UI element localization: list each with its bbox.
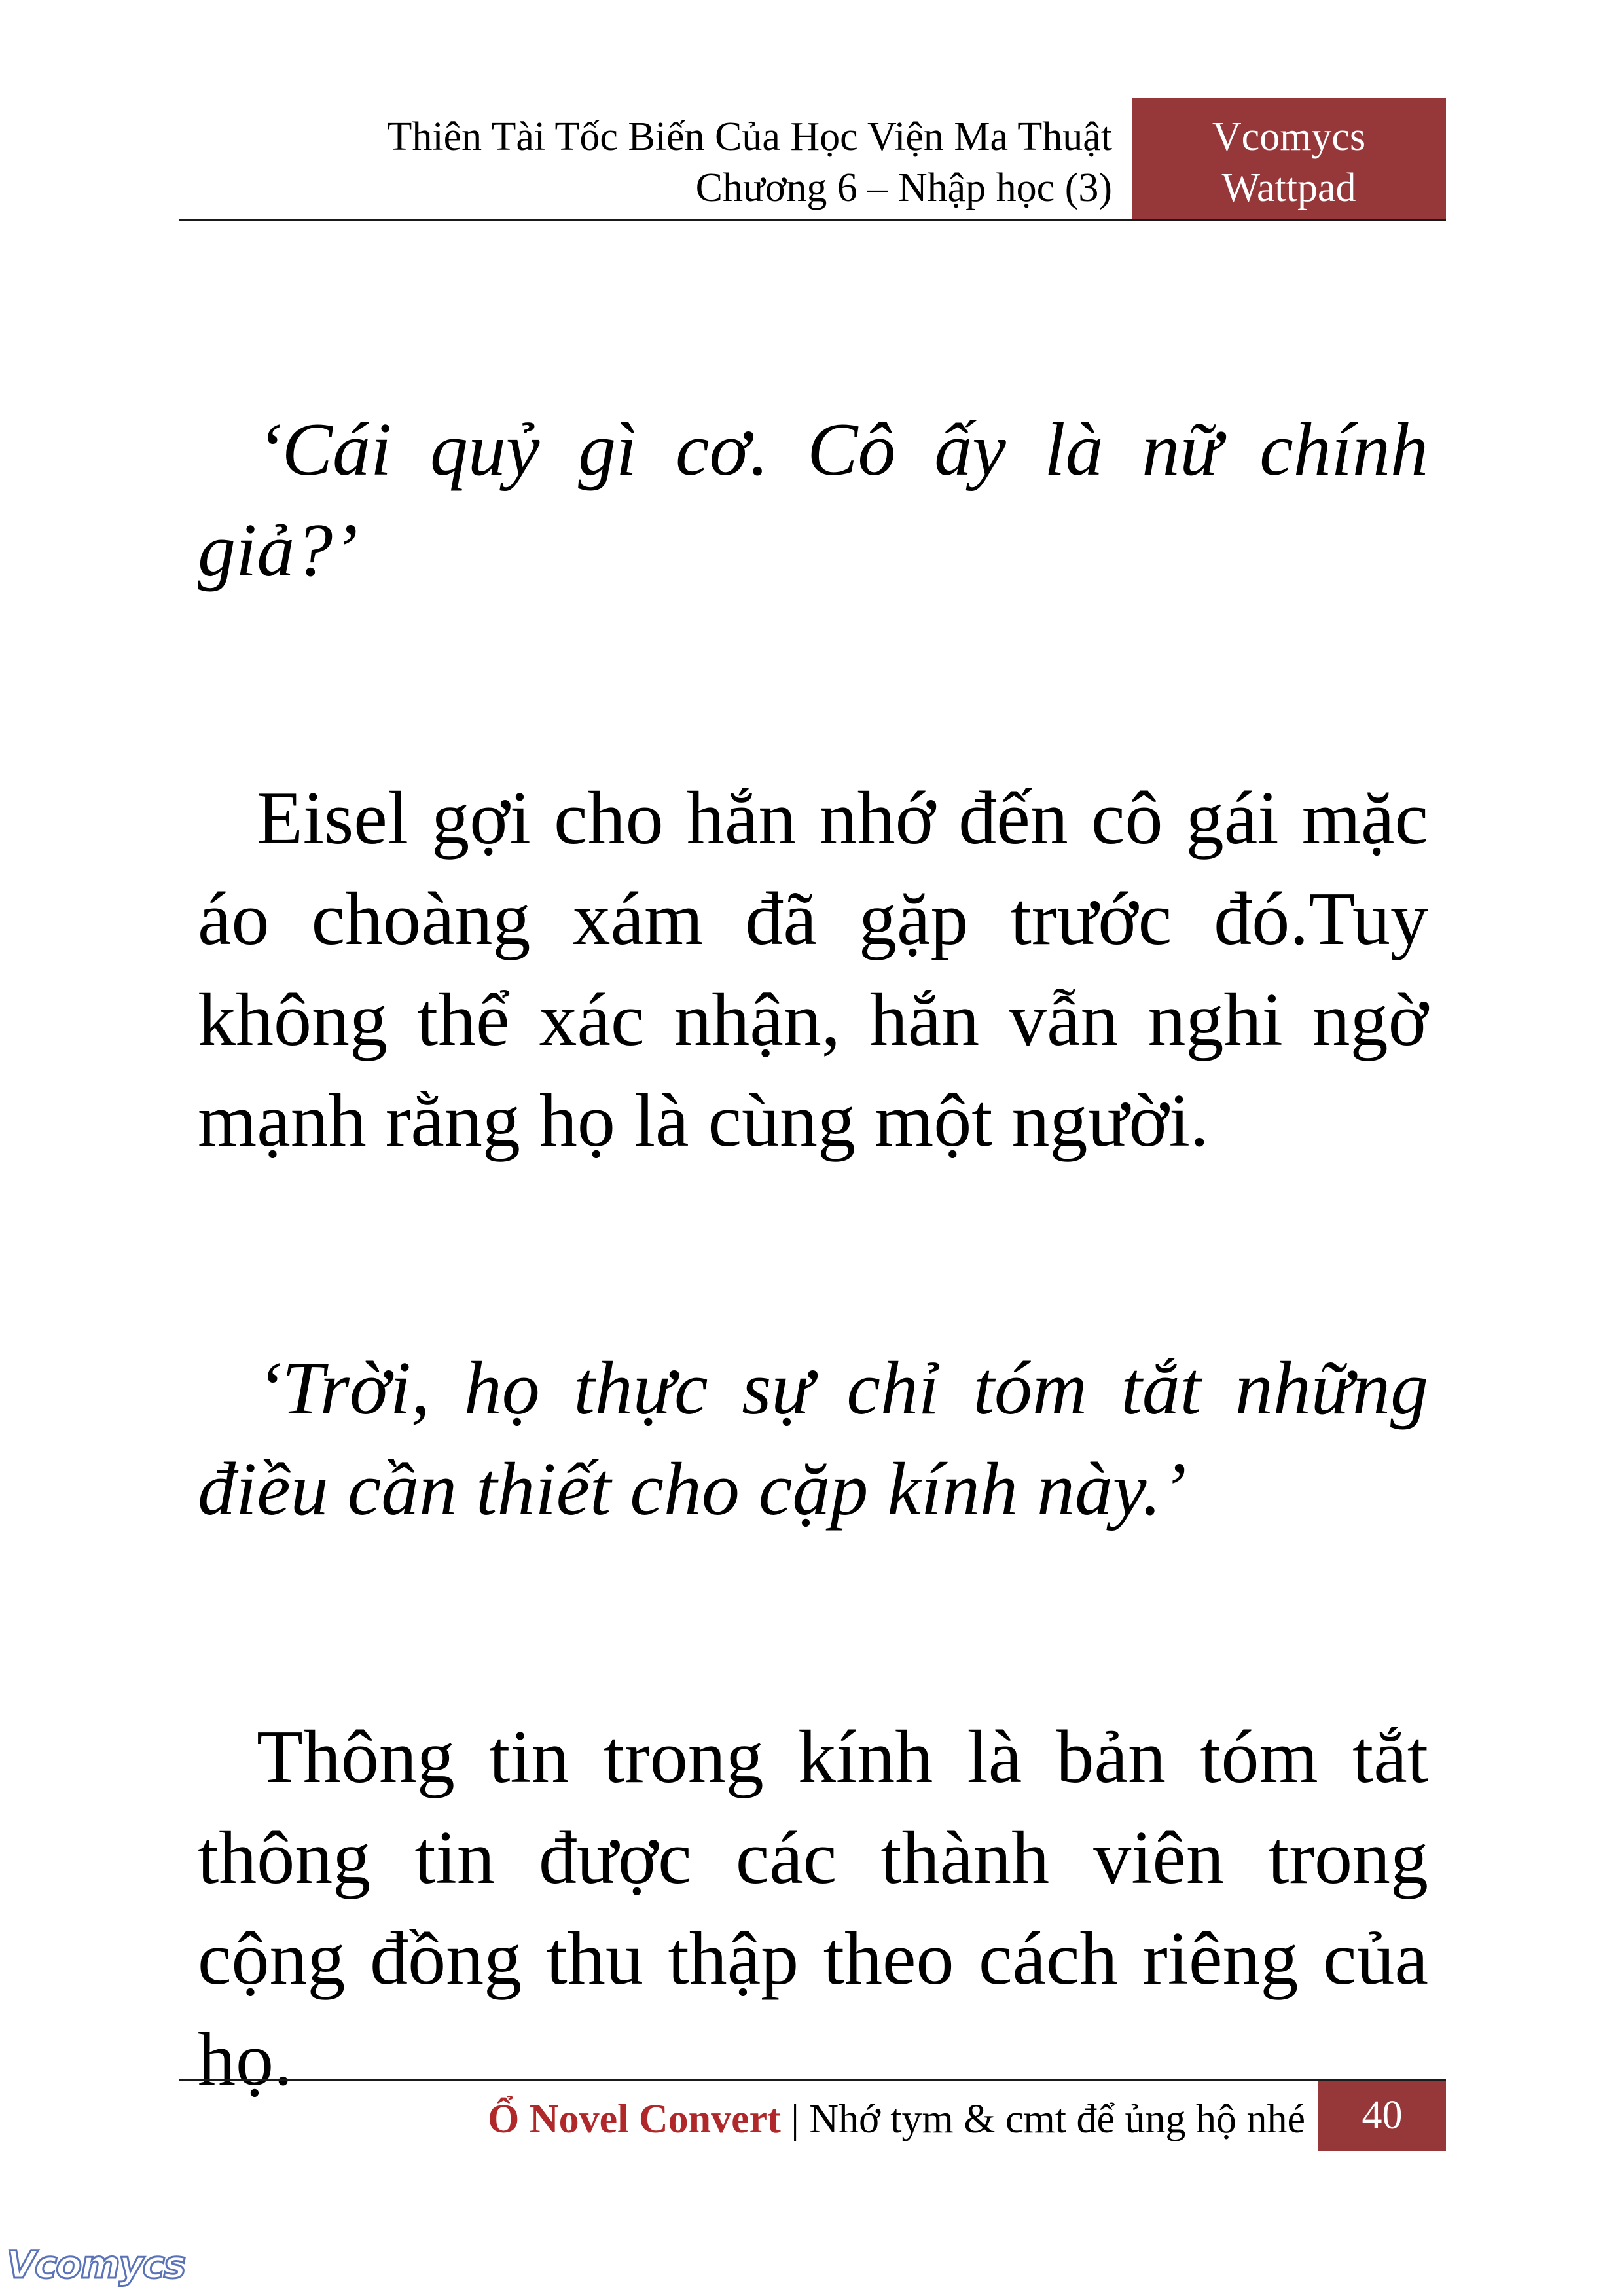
chapter-title: Chương 6 – Nhập học (3) [695,166,1112,210]
paragraph-1: ‘Cái quỷ gì cơ. Cô ấy là nữ chính giả?’ [198,408,1428,592]
paragraph-3: ‘Trời, họ thực sự chỉ tóm tắt những điều cần thiết cho cặp kính này.’ [198,1347,1428,1531]
header-title-block [388,111,1112,213]
footer-separator: | [780,2097,810,2141]
page-body [198,399,1428,2277]
badge-line-2: Wattpad [1221,166,1356,210]
watermark-logo: Vcomycs [7,2242,185,2287]
footer-text [488,2094,1305,2145]
footer-message: Nhớ tym & cmt để ủng hộ nhé [809,2097,1305,2141]
paragraph-4: Thông tin trong kính là bản tóm tắt thông tin được các thành viên trong cộng đồng thu thập theo cách riêng của họ. [198,1715,1428,2102]
page-footer [179,2079,1446,2151]
page-header [179,98,1446,221]
source-badge [1132,98,1446,219]
page-number: 40 [1318,2081,1446,2151]
book-title: Thiên Tài Tốc Biến Của Học Viện Ma Thuật [387,115,1112,159]
footer-brand: Ổ Novel Convert [488,2097,781,2141]
badge-line-1: Vcomycs [1212,115,1366,159]
paragraph-2: Eisel gợi cho hắn nhớ đến cô gái mặc áo choàng xám đã gặp trước đó.Tuy không thể xác nhận, hắn vẫn nghi ngờ mạnh rằng họ là cùng một người. [198,776,1428,1163]
